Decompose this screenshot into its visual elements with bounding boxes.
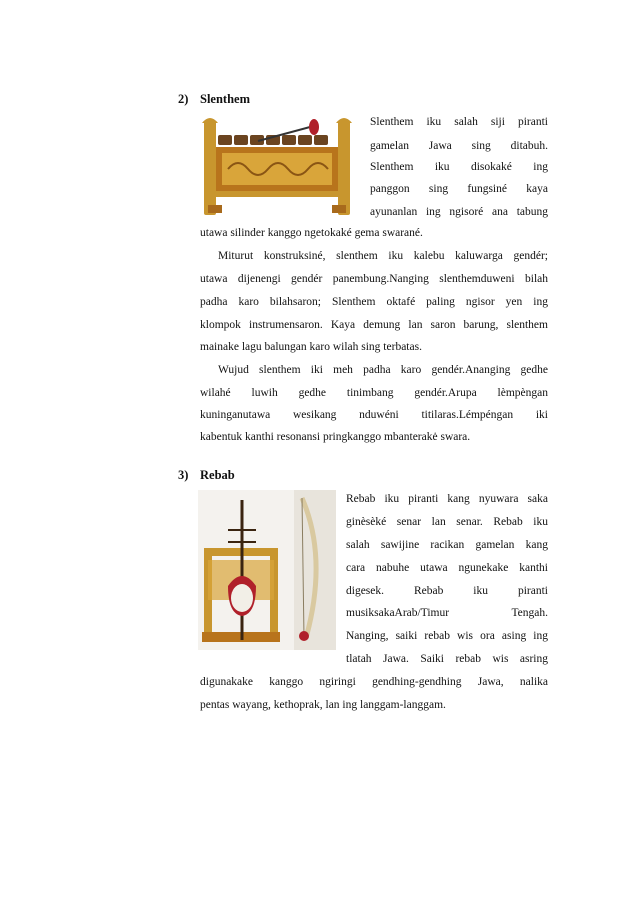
text-line: Slenthem iku disokaké ing [370, 161, 548, 173]
section-number: 2) [178, 92, 189, 106]
text-line: kabentuk kanthi resonansi pringkanggo mbanterakė swara. [200, 431, 471, 443]
text-line: Rebab iku piranti kang nyuwara saka [346, 493, 548, 505]
text-line: panggon sing fungsiné kaya [370, 183, 548, 195]
rebab-image [198, 490, 336, 650]
text-line: cara nabuhe utawa ngunekake kanthi [346, 562, 548, 574]
text-line: Miturut konstruksiné, slenthem iku kalebu kaluwarga gendér; [218, 250, 548, 262]
text-line: digunakake kanggo ngiringi gendhing-gendhing Jawa, nalika [200, 676, 548, 688]
section-title: Slenthem [200, 92, 250, 106]
text-line: wilahé luwih gedhe tinimbang gendér.Arupa lèmpèngan [200, 387, 548, 399]
section-heading-slenthem [178, 92, 250, 107]
text-line: padha karo bilahsaron; Slenthem oktafé paling ngisor yen ing [200, 296, 548, 308]
text-line: salah sawijine racikan gamelan kang [346, 539, 548, 551]
text-line: kuninganutawa wesikang nduwéni titilaras.Lémpéngan iki [200, 409, 548, 421]
text-line: Wujud slenthem iki meh padha karo gendér.Ananging gedhe [218, 364, 548, 376]
text-line: mainake lagu balungan karo wilah sing terbatas. [200, 341, 422, 353]
text-line: gamelan Jawa sing ditabuh. [370, 140, 548, 152]
slenthem-image [198, 113, 356, 217]
section-heading-rebab [178, 468, 235, 483]
text-line: Slenthem iku salah siji piranti [370, 116, 548, 128]
section-title: Rebab [200, 468, 235, 482]
text-line: Nanging, saiki rebab wis ora asing ing [346, 630, 548, 642]
text-line: pentas wayang, kethoprak, lan ing langgam-langgam. [200, 699, 446, 711]
text-line: digesek. Rebab iku piranti [346, 585, 548, 597]
text-line: utawa silinder kanggo ngetokaké gema swarané. [200, 227, 423, 239]
text-line: klompok instrumensaron. Kaya demung lan saron barung, slenthem [200, 319, 548, 331]
text-line: ginèsèké senar lan senar. Rebab iku [346, 516, 548, 528]
section-number: 3) [178, 468, 189, 482]
text-line: musiksakaArab/Timur Tengah. [346, 607, 548, 619]
text-line: utawa dijenengi gendér panembung.Nanging slenthemduweni bilah [200, 273, 548, 285]
text-line: ayunanlan ing ngisoré ana tabung [370, 206, 548, 218]
text-line: tlatah Jawa. Saiki rebab wis asring [346, 653, 548, 665]
